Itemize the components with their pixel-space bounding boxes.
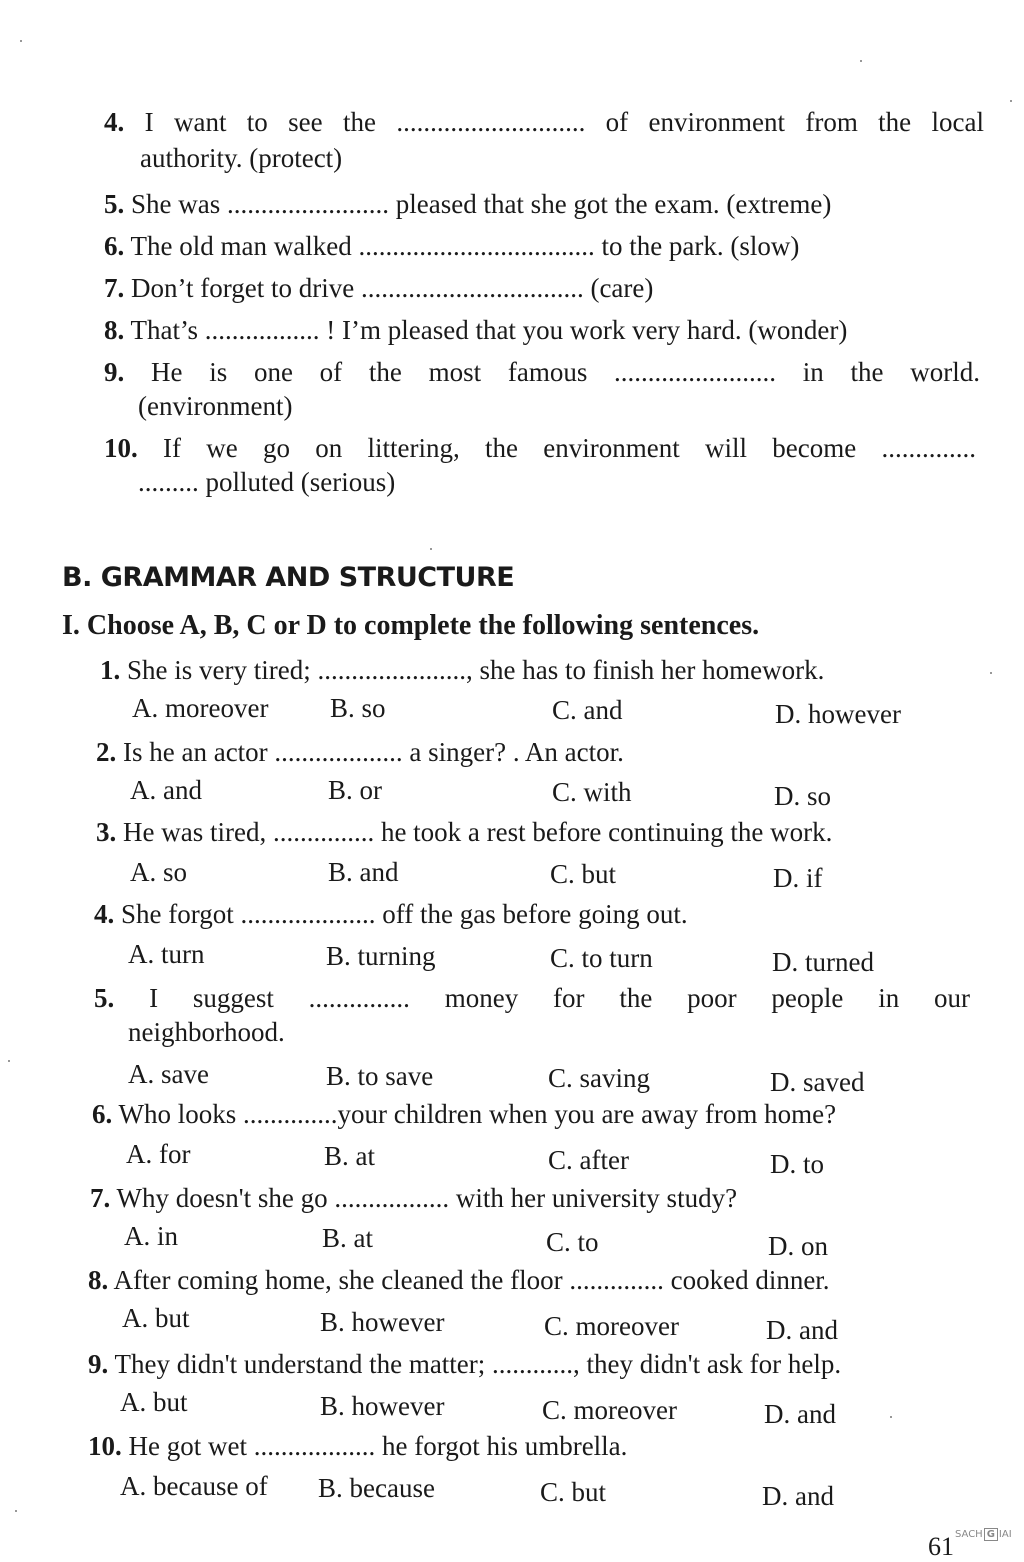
question-2-option-c: C. with [552, 777, 632, 807]
question-3-option-a: A. so [130, 857, 188, 887]
question-10-option-c: C. but [540, 1477, 607, 1507]
question-5-cont: neighborhood. [128, 1017, 285, 1047]
question-1: 1. She is very tired; ......................, she has to finish her homework. [100, 655, 825, 685]
question-2-option-b: B. or [328, 775, 382, 805]
question-9: 9. They didn't understand the matter; ............, they didn't ask for help. [88, 1349, 842, 1379]
question-4: 4. She forgot .................... off the gas before going out. [94, 899, 688, 929]
question-8-option-c: C. moreover [544, 1311, 679, 1341]
question-8: 8. After coming home, she cleaned the floor .............. cooked dinner. [88, 1265, 830, 1295]
exercise-a-item-10: 10. If we go on littering, the environment will become .............. [104, 433, 976, 463]
question-9-option-c: C. moreover [542, 1395, 677, 1425]
question-5-option-d: D. saved [770, 1067, 865, 1097]
scan-speck [860, 60, 862, 62]
scan-speck [430, 548, 432, 550]
question-6-option-b: B. at [324, 1141, 375, 1171]
question-7-option-d: D. on [768, 1231, 828, 1261]
question-6-option-c: C. after [548, 1145, 629, 1175]
question-6-option-a: A. for [126, 1139, 191, 1169]
question-3: 3. He was tired, ............... he took a rest before continuing the work. [96, 817, 833, 847]
scan-speck [15, 1510, 17, 1512]
exercise-a-item-6: 6. The old man walked ................................... to the park. (slow) [104, 231, 800, 261]
question-7-option-c: C. to [546, 1227, 599, 1257]
exercise-a-item-9-cont: (environment) [138, 391, 293, 421]
logo-text-left: SACH [955, 1529, 983, 1540]
question-5-option-c: C. saving [548, 1063, 651, 1093]
question-7-option-a: A. in [124, 1221, 178, 1251]
question-9-option-a: A. but [120, 1387, 188, 1417]
question-9-option-d: D. and [764, 1399, 836, 1429]
page-number: 61 [928, 1532, 954, 1561]
question-8-option-a: A. but [122, 1303, 190, 1333]
scan-speck [890, 1416, 892, 1418]
scan-speck [990, 672, 992, 674]
logo-box-icon: G [984, 1528, 998, 1541]
exercise-a-item-10-cont: ......... polluted (serious) [138, 467, 396, 497]
question-8-option-b: B. however [320, 1307, 445, 1337]
question-6-option-d: D. to [770, 1149, 824, 1179]
question-1-option-d: D. however [775, 699, 901, 729]
question-4-option-a: A. turn [128, 939, 205, 969]
question-10-option-d: D. and [762, 1481, 834, 1511]
question-1-option-b: B. so [330, 693, 386, 723]
question-4-option-c: C. to turn [550, 943, 653, 973]
question-3-option-b: B. and [328, 857, 399, 887]
question-10-option-a: A. because of [120, 1471, 268, 1501]
question-1-option-a: A. moreover [132, 693, 269, 723]
question-4-option-d: D. turned [772, 947, 874, 977]
exercise-a-item-4: 4. I want to see the ............................ of environment from the local [104, 107, 984, 137]
exercise-a-item-9: 9. He is one of the most famous ........................ in the world. [104, 357, 980, 387]
scan-speck [1010, 100, 1012, 102]
question-9-option-b: B. however [320, 1391, 445, 1421]
question-7: 7. Why doesn't she go ................. with her university study? [90, 1183, 738, 1213]
question-5: 5. I suggest ............... money for the poor people in our [94, 983, 970, 1013]
logo-text-right: IAI [998, 1529, 1012, 1540]
question-3-option-c: C. but [550, 859, 617, 889]
exercise-a-item-5: 5. She was ........................ pleased that she got the exam. (extreme) [104, 189, 832, 219]
watermark-logo [955, 1528, 1012, 1541]
question-5-option-a: A. save [128, 1059, 209, 1089]
question-3-option-d: D. if [773, 863, 823, 893]
question-2-option-d: D. so [774, 781, 832, 811]
question-10-option-b: B. because [318, 1473, 435, 1503]
question-4-option-b: B. turning [326, 941, 436, 971]
question-8-option-d: D. and [766, 1315, 838, 1345]
exercise-a-item-8: 8. That’s ................. ! I’m pleased that you work very hard. (wonder) [104, 315, 848, 345]
question-6: 6. Who looks ..............your children when you are away from home? [92, 1099, 837, 1129]
question-2-option-a: A. and [130, 775, 202, 805]
question-10: 10. He got wet .................. he forgot his umbrella. [88, 1431, 628, 1461]
exercise-a-item-4-cont: authority. (protect) [140, 143, 343, 173]
scan-speck [20, 40, 22, 42]
section-title: B. GRAMMAR AND STRUCTURE [62, 562, 515, 593]
exercise-instruction: I. Choose A, B, C or D to complete the following sentences. [62, 610, 760, 641]
question-2: 2. Is he an actor ................... a singer? . An actor. [96, 737, 624, 767]
question-7-option-b: B. at [322, 1223, 373, 1253]
scan-speck [8, 1060, 10, 1062]
exercise-a-item-7: 7. Don’t forget to drive ................................. (care) [104, 273, 654, 303]
question-5-option-b: B. to save [326, 1061, 434, 1091]
question-1-option-c: C. and [552, 695, 623, 725]
